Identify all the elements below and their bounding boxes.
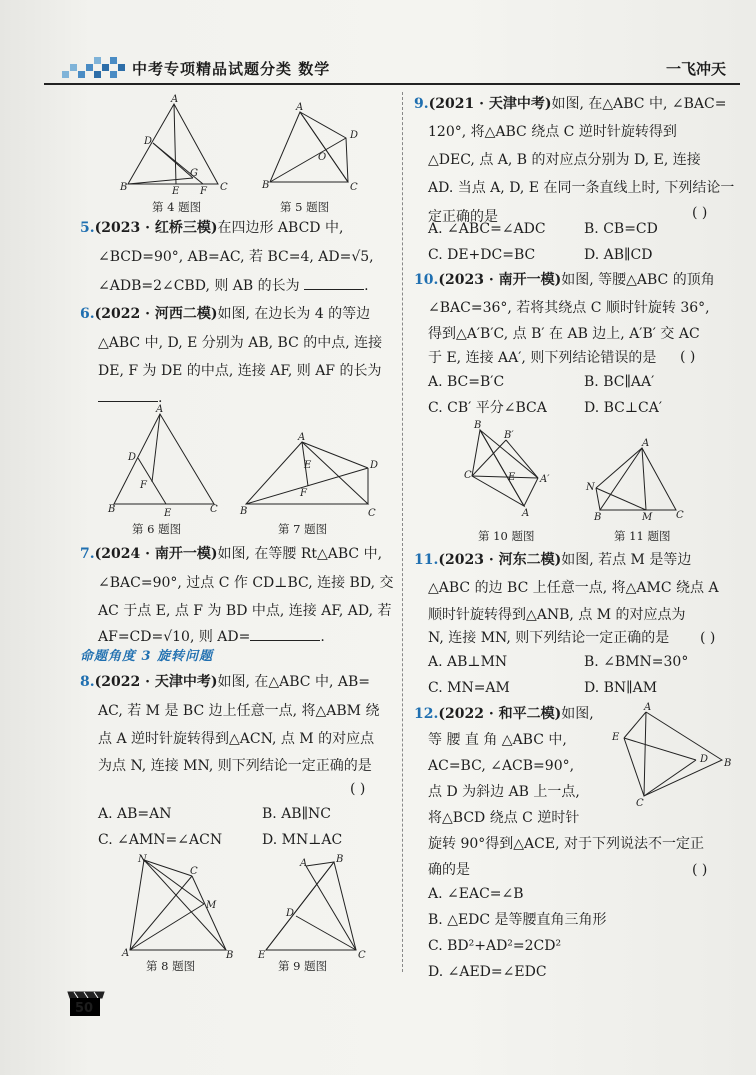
svg-text:A: A — [644, 702, 652, 713]
header-checker-icon — [60, 55, 126, 85]
question-12-line-4: 点 D 为斜边 AB 上一点, — [428, 784, 580, 800]
svg-text:B: B — [474, 420, 482, 431]
caption-figure-6: 第 6 题图 — [132, 522, 182, 536]
caption-figure-7: 第 7 题图 — [278, 522, 328, 536]
question-5-line-3: ∠ADB=2∠CBD, 则 AB 的长为 . — [98, 272, 369, 301]
header-brand: 一飞冲天 — [665, 60, 726, 78]
svg-text:C: C — [190, 866, 198, 877]
question-9-option-c: C. DE+DC=BC — [428, 247, 536, 263]
question-11-option-d: D. BN∥AM — [584, 680, 658, 696]
svg-text:F: F — [200, 186, 207, 197]
svg-text:B: B — [226, 950, 234, 961]
figure-5 — [262, 102, 372, 202]
svg-text:A: A — [156, 404, 164, 415]
svg-text:E: E — [304, 460, 312, 471]
question-10-line-2: ∠BAC=36°, 若将其绕点 C 顺时针旋转 36°, — [428, 300, 710, 316]
svg-text:E: E — [258, 950, 266, 961]
figure-11 — [586, 438, 702, 523]
svg-text:A: A — [300, 858, 308, 869]
question-6-line-4: . — [98, 384, 162, 413]
question-8-line-4: 为点 N, 连接 MN, 则下列结论一定正确的是 — [98, 758, 372, 774]
question-12-line-1: 12.(2022 · 和平二模)如图, — [414, 706, 594, 722]
caption-figure-9: 第 9 题图 — [278, 959, 328, 973]
question-8-option-b: B. AB∥NC — [262, 806, 332, 822]
question-9-line-1: 9.(2021 · 天津中考)如图, 在△ABC 中, ∠BAC= — [414, 96, 727, 112]
svg-text:M: M — [206, 900, 217, 911]
svg-text:D: D — [286, 908, 295, 919]
question-11-option-b: B. ∠BMN=30° — [584, 654, 689, 670]
question-8-line-1: 8.(2022 · 天津中考)如图, 在△ABC 中, AB= — [80, 674, 370, 690]
question-8-answer-paren: ( ) — [350, 781, 366, 797]
svg-text:D: D — [144, 136, 153, 147]
question-10-option-d: D. BC⊥CA′ — [584, 400, 663, 416]
question-8-line-3: 点 A 逆时针旋转得到△ACN, 点 M 的对应点 — [98, 731, 375, 747]
svg-text:G: G — [190, 168, 198, 179]
question-9-line-3: △DEC, 点 A, B 的对应点分别为 D, E, 连接 — [428, 152, 701, 168]
svg-text:D: D — [700, 754, 709, 765]
svg-text:N: N — [138, 854, 147, 865]
svg-text:E: E — [164, 508, 172, 519]
question-5-line-1: 5.(2023 · 红桥三模)在四边形 ABCD 中, — [80, 220, 344, 236]
question-7-line-2: ∠BAC=90°, 过点 C 作 CD⊥BC, 连接 BD, 交 — [98, 575, 394, 591]
question-12-line-5: 将△BCD 绕点 C 逆时针 — [428, 810, 580, 826]
question-10-option-a: A. BC=B′C — [428, 374, 505, 390]
question-7-line-4: AF=CD=√10, 则 AD= . — [98, 623, 325, 652]
svg-text:D: D — [350, 130, 359, 141]
question-11-line-3: 顺时针旋转得到△ANB, 点 M 的对应点为 — [428, 607, 686, 623]
svg-text:A: A — [122, 948, 130, 959]
figure-6 — [108, 404, 228, 519]
svg-text:B: B — [594, 512, 602, 523]
svg-text:M: M — [642, 512, 653, 523]
question-7-line-3: AC 于点 E, 点 F 为 BD 中点, 连接 AF, AD, 若 — [98, 603, 392, 619]
caption-figure-4: 第 4 题图 — [152, 200, 202, 214]
figure-4 — [118, 94, 228, 198]
caption-figure-5: 第 5 题图 — [280, 200, 330, 214]
question-7-line-1: 7.(2024 · 南开一模)如图, 在等腰 Rt△ABC 中, — [80, 546, 383, 562]
svg-text:A: A — [642, 438, 650, 449]
svg-text:F: F — [140, 480, 147, 491]
page-number: 50 — [75, 1001, 94, 1016]
question-12-line-6: 旋转 90°得到△ACE, 对于下列说法不一定正 — [428, 836, 704, 852]
svg-text:O: O — [318, 152, 327, 163]
answer-blank — [98, 387, 158, 402]
svg-text:C: C — [368, 508, 376, 519]
svg-text:A: A — [298, 432, 306, 443]
page-header — [60, 55, 740, 85]
question-6-line-2: △ABC 中, D, E 分别为 AB, BC 的中点, 连接 — [98, 335, 383, 351]
question-9-line-2: 120°, 将△ABC 绕点 C 逆时针旋转得到 — [428, 124, 677, 140]
question-6-line-1: 6.(2022 · 河西二模)如图, 在边长为 4 的等边 — [80, 306, 371, 322]
header-title: 中考专项精品试题分类 数学 — [132, 60, 331, 78]
svg-text:N: N — [586, 482, 595, 493]
svg-text:A: A — [296, 102, 304, 113]
svg-text:B: B — [240, 506, 248, 517]
svg-text:A: A — [522, 508, 530, 519]
svg-text:E: E — [172, 186, 180, 197]
svg-text:C: C — [636, 798, 644, 809]
svg-text:A: A — [171, 94, 179, 105]
question-11-line-1: 11.(2023 · 河东二模)如图, 若点 M 是等边 — [414, 552, 692, 568]
svg-text:B′: B′ — [504, 430, 514, 441]
question-10-line-4: 于 E, 连接 AA′, 则下列结论错误的是 — [428, 350, 657, 366]
question-12-answer-paren: ( ) — [692, 862, 708, 878]
svg-text:D: D — [128, 452, 137, 463]
svg-text:E: E — [508, 472, 516, 483]
svg-text:C: C — [220, 182, 228, 193]
answer-blank — [304, 275, 364, 290]
figure-7 — [240, 432, 380, 522]
caption-figure-11: 第 11 题图 — [614, 529, 671, 543]
question-10-option-b: B. BC∥AA′ — [584, 374, 655, 390]
question-6-line-3: DE, F 为 DE 的中点, 连接 AF, 则 AF 的长为 — [98, 363, 382, 379]
question-5-line-2: ∠BCD=90°, AB=AC, 若 BC=4, AD=√5, — [98, 249, 374, 265]
question-8-option-a: A. AB=AN — [98, 806, 172, 822]
question-12-line-3: AC=BC, ∠ACB=90°, — [428, 758, 575, 774]
question-11-line-4: N, 连接 MN, 则下列结论一定正确的是 — [428, 630, 670, 646]
question-9-answer-paren: ( ) — [692, 205, 708, 221]
question-11-line-2: △ABC 的边 BC 上任意一点, 将△AMC 绕点 A — [428, 580, 719, 596]
svg-text:B: B — [262, 180, 270, 191]
question-8-line-2: AC, 若 M 是 BC 边上任意一点, 将△ABM 绕 — [98, 703, 380, 719]
question-10-line-3: 得到△A′B′C, 点 B′ 在 AB 边上, A′B′ 交 AC — [428, 326, 700, 342]
answer-blank — [250, 626, 320, 641]
question-10-line-1: 10.(2023 · 南开一模)如图, 等腰△ABC 的顶角 — [414, 272, 715, 288]
svg-text:B: B — [336, 854, 344, 865]
question-11-answer-paren: ( ) — [700, 630, 716, 646]
question-12-option-a: A. ∠EAC=∠B — [428, 886, 524, 902]
svg-text:C: C — [676, 510, 684, 521]
figure-12 — [612, 702, 736, 809]
svg-text:C: C — [210, 504, 218, 515]
question-12-option-b: B. △EDC 是等腰直角三角形 — [428, 912, 607, 928]
question-12-line-7: 确的是 — [428, 862, 470, 878]
svg-text:E: E — [612, 732, 620, 743]
column-divider — [402, 92, 403, 972]
question-12-line-2: 等 腰 直 角 △ABC 中, — [428, 732, 567, 748]
section-heading: 命题角度 3 旋转问题 — [80, 649, 214, 664]
caption-figure-8: 第 8 题图 — [146, 959, 196, 973]
svg-text:B: B — [108, 504, 116, 515]
figure-9 — [258, 854, 368, 961]
question-9-option-d: D. AB∥CD — [584, 247, 653, 263]
svg-text:C: C — [358, 950, 366, 961]
svg-text:B: B — [120, 182, 128, 193]
header-rule — [44, 83, 740, 85]
question-10-answer-paren: ( ) — [680, 349, 696, 365]
svg-text:A′: A′ — [540, 474, 550, 485]
caption-figure-10: 第 10 题图 — [478, 529, 535, 543]
question-8-option-c: C. ∠AMN=∠ACN — [98, 832, 223, 848]
question-12-option-c: C. BD²+AD²=2CD² — [428, 938, 562, 954]
question-10-option-c: C. CB′ 平分∠BCA — [428, 400, 547, 416]
question-9-option-a: A. ∠ABC=∠ADC — [428, 221, 546, 237]
question-9-line-4: AD. 当点 A, D, E 在同一条直线上时, 下列结论一定正确的是 — [428, 180, 735, 225]
question-9-option-b: B. CB=CD — [584, 221, 658, 237]
question-8-option-d: D. MN⊥AC — [262, 832, 343, 848]
question-12-option-d: D. ∠AED=∠EDC — [428, 964, 547, 980]
question-11-option-a: A. AB⊥MN — [428, 654, 508, 670]
question-11-option-c: C. MN=AM — [428, 680, 510, 696]
svg-text:B: B — [724, 758, 732, 769]
svg-text:D: D — [370, 460, 379, 471]
figure-10 — [464, 420, 574, 519]
figure-8 — [122, 854, 242, 961]
svg-text:F: F — [300, 488, 307, 499]
svg-text:C: C — [350, 182, 358, 193]
svg-text:C: C — [464, 470, 472, 481]
